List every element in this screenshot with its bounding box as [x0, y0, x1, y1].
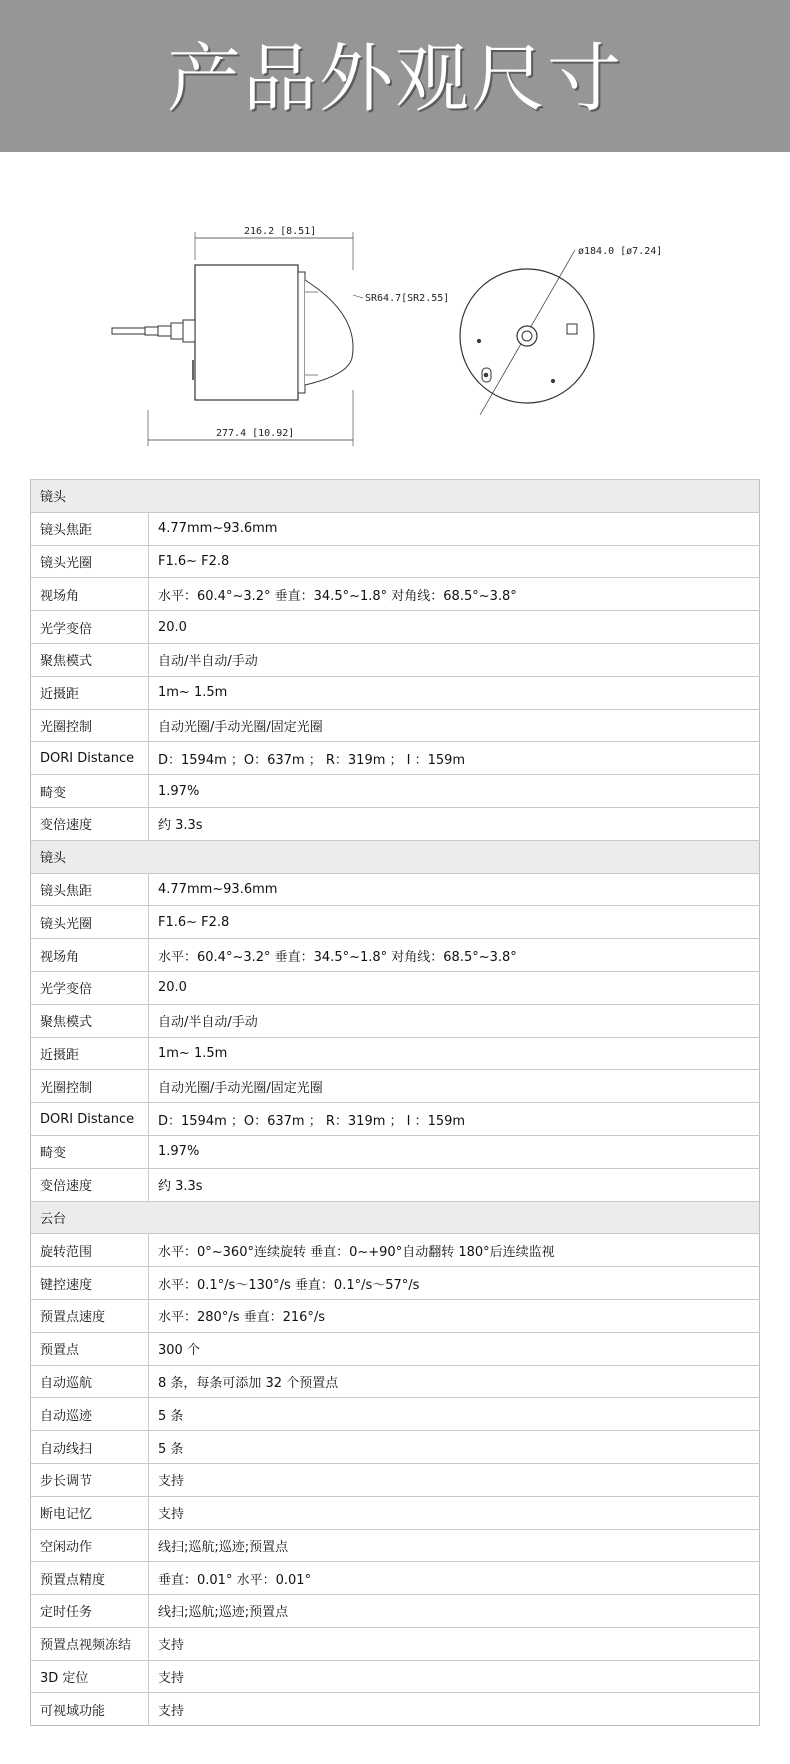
spec-value: 1m~ 1.5m [149, 676, 760, 709]
spec-value: 线扫;巡航;巡迹;预置点 [149, 1595, 760, 1628]
spec-section-row [31, 480, 760, 513]
spec-key: 镜头光圈 [31, 906, 149, 939]
spec-key: 视场角 [31, 578, 149, 611]
spec-row [31, 1168, 760, 1201]
spec-row [31, 1332, 760, 1365]
spec-value: 支持 [149, 1496, 760, 1529]
spec-value: 约 3.3s [149, 807, 760, 840]
spec-key: 光圈控制 [31, 1070, 149, 1103]
spec-key: 预置点 [31, 1332, 149, 1365]
spec-key: 光学变倍 [31, 611, 149, 644]
spec-row [31, 611, 760, 644]
spec-row [31, 807, 760, 840]
spec-key: DORI Distance [31, 742, 149, 775]
spec-key: 空闲动作 [31, 1529, 149, 1562]
spec-value: 水平：60.4°~3.2° 垂直：34.5°~1.8° 对角线：68.5°~3.8° [149, 578, 760, 611]
spec-row [31, 1431, 760, 1464]
spec-value: 4.77mm~93.6mm [149, 512, 760, 545]
spec-section-title: 镜头 [31, 480, 760, 513]
spec-key: 畸变 [31, 1135, 149, 1168]
spec-row [31, 906, 760, 939]
spec-key: 旋转范围 [31, 1234, 149, 1267]
spec-value: 自动/半自动/手动 [149, 1004, 760, 1037]
width-dimension-label: 216.2 [8.51] [244, 226, 317, 237]
spec-value: 1.97% [149, 1135, 760, 1168]
spec-key: 变倍速度 [31, 807, 149, 840]
spec-key: 光学变倍 [31, 971, 149, 1004]
length-dimension-label: 277.4 [10.92] [216, 428, 295, 439]
spec-row [31, 1267, 760, 1300]
top-view [460, 250, 594, 415]
spec-row [31, 1627, 760, 1660]
spec-section-title: 镜头 [31, 840, 760, 873]
spec-row [31, 1365, 760, 1398]
spec-key: DORI Distance [31, 1103, 149, 1136]
spec-value: 线扫;巡航;巡迹;预置点 [149, 1529, 760, 1562]
diameter-dimension-label: ø184.0 [ø7.24] [578, 246, 663, 257]
spec-value: F1.6~ F2.8 [149, 906, 760, 939]
spec-row [31, 1234, 760, 1267]
spec-value: D：1594m ；O：637m ； R：319m ； I ：159m [149, 1103, 760, 1136]
spec-row [31, 1070, 760, 1103]
spec-row [31, 971, 760, 1004]
spec-value: 自动光圈/手动光圈/固定光圈 [149, 709, 760, 742]
spec-row [31, 742, 760, 775]
spec-key: 镜头焦距 [31, 873, 149, 906]
spec-row [31, 676, 760, 709]
spec-value: 5 条 [149, 1431, 760, 1464]
spec-key: 近摄距 [31, 1037, 149, 1070]
spec-value: F1.6~ F2.8 [149, 545, 760, 578]
spec-section-row [31, 1201, 760, 1234]
spec-row [31, 1660, 760, 1693]
spec-key: 步长调节 [31, 1463, 149, 1496]
spec-key: 变倍速度 [31, 1168, 149, 1201]
spec-row [31, 873, 760, 906]
spec-value: 1.97% [149, 775, 760, 808]
spec-row [31, 1103, 760, 1136]
spec-key: 自动巡迹 [31, 1398, 149, 1431]
spec-row [31, 1595, 760, 1628]
spec-row [31, 1037, 760, 1070]
spec-value: 约 3.3s [149, 1168, 760, 1201]
spec-key: 镜头焦距 [31, 512, 149, 545]
page-title: 产品外观尺寸 [167, 36, 623, 122]
spec-value: 5 条 [149, 1398, 760, 1431]
spec-value: 垂直：0.01° 水平：0.01° [149, 1562, 760, 1595]
spec-row [31, 578, 760, 611]
spec-key: 聚焦模式 [31, 1004, 149, 1037]
spec-key: 畸变 [31, 775, 149, 808]
spec-row [31, 1135, 760, 1168]
spec-row [31, 512, 760, 545]
dimension-drawing-svg [0, 210, 790, 450]
spec-value: 自动/半自动/手动 [149, 643, 760, 676]
spec-key: 自动巡航 [31, 1365, 149, 1398]
spec-table-body [31, 480, 760, 1726]
spec-value: D：1594m ；O：637m ； R：319m ； I ：159m [149, 742, 760, 775]
spec-section-title: 云台 [31, 1201, 760, 1234]
spec-value: 20.0 [149, 971, 760, 1004]
spec-row [31, 1463, 760, 1496]
spec-key: 3D 定位 [31, 1660, 149, 1693]
spec-value: 水平：280°/s 垂直：216°/s [149, 1299, 760, 1332]
spec-row [31, 643, 760, 676]
spec-key: 近摄距 [31, 676, 149, 709]
spec-key: 聚焦模式 [31, 643, 149, 676]
spec-key: 键控速度 [31, 1267, 149, 1300]
spec-key: 定时任务 [31, 1595, 149, 1628]
spec-key: 自动线扫 [31, 1431, 149, 1464]
dimension-drawing [0, 210, 790, 450]
spec-key: 视场角 [31, 939, 149, 972]
spec-value: 300 个 [149, 1332, 760, 1365]
spec-value: 水平：0°~360°连续旋转 垂直：0~+90°自动翻转 180°后连续监视 [149, 1234, 760, 1267]
spec-value: 支持 [149, 1693, 760, 1726]
spec-key: 预置点精度 [31, 1562, 149, 1595]
spec-row [31, 1398, 760, 1431]
spec-row [31, 1529, 760, 1562]
spec-value: 20.0 [149, 611, 760, 644]
spec-value: 1m~ 1.5m [149, 1037, 760, 1070]
spec-key: 可视域功能 [31, 1693, 149, 1726]
spec-value: 水平：0.1°/s～130°/s 垂直：0.1°/s～57°/s [149, 1267, 760, 1300]
spec-value: 8 条，每条可添加 32 个预置点 [149, 1365, 760, 1398]
spec-row [31, 1562, 760, 1595]
spec-key: 预置点视频冻结 [31, 1627, 149, 1660]
spec-row [31, 939, 760, 972]
radius-dimension-label: SR64.7[SR2.55] [365, 293, 450, 304]
spec-value: 支持 [149, 1660, 760, 1693]
spec-row [31, 1004, 760, 1037]
spec-section-row [31, 840, 760, 873]
spec-row [31, 1496, 760, 1529]
spec-key: 预置点速度 [31, 1299, 149, 1332]
spec-key: 断电记忆 [31, 1496, 149, 1529]
spec-key: 光圈控制 [31, 709, 149, 742]
spec-value: 4.77mm~93.6mm [149, 873, 760, 906]
spec-row [31, 1693, 760, 1726]
spec-value: 水平：60.4°~3.2° 垂直：34.5°~1.8° 对角线：68.5°~3.8° [149, 939, 760, 972]
spec-key: 镜头光圈 [31, 545, 149, 578]
spec-row [31, 709, 760, 742]
spec-value: 支持 [149, 1463, 760, 1496]
spec-value: 支持 [149, 1627, 760, 1660]
spec-row [31, 545, 760, 578]
spec-table [30, 479, 760, 1726]
spec-row [31, 1299, 760, 1332]
spec-row [31, 775, 760, 808]
spec-value: 自动光圈/手动光圈/固定光圈 [149, 1070, 760, 1103]
page-header [0, 0, 790, 152]
side-view [112, 232, 363, 446]
